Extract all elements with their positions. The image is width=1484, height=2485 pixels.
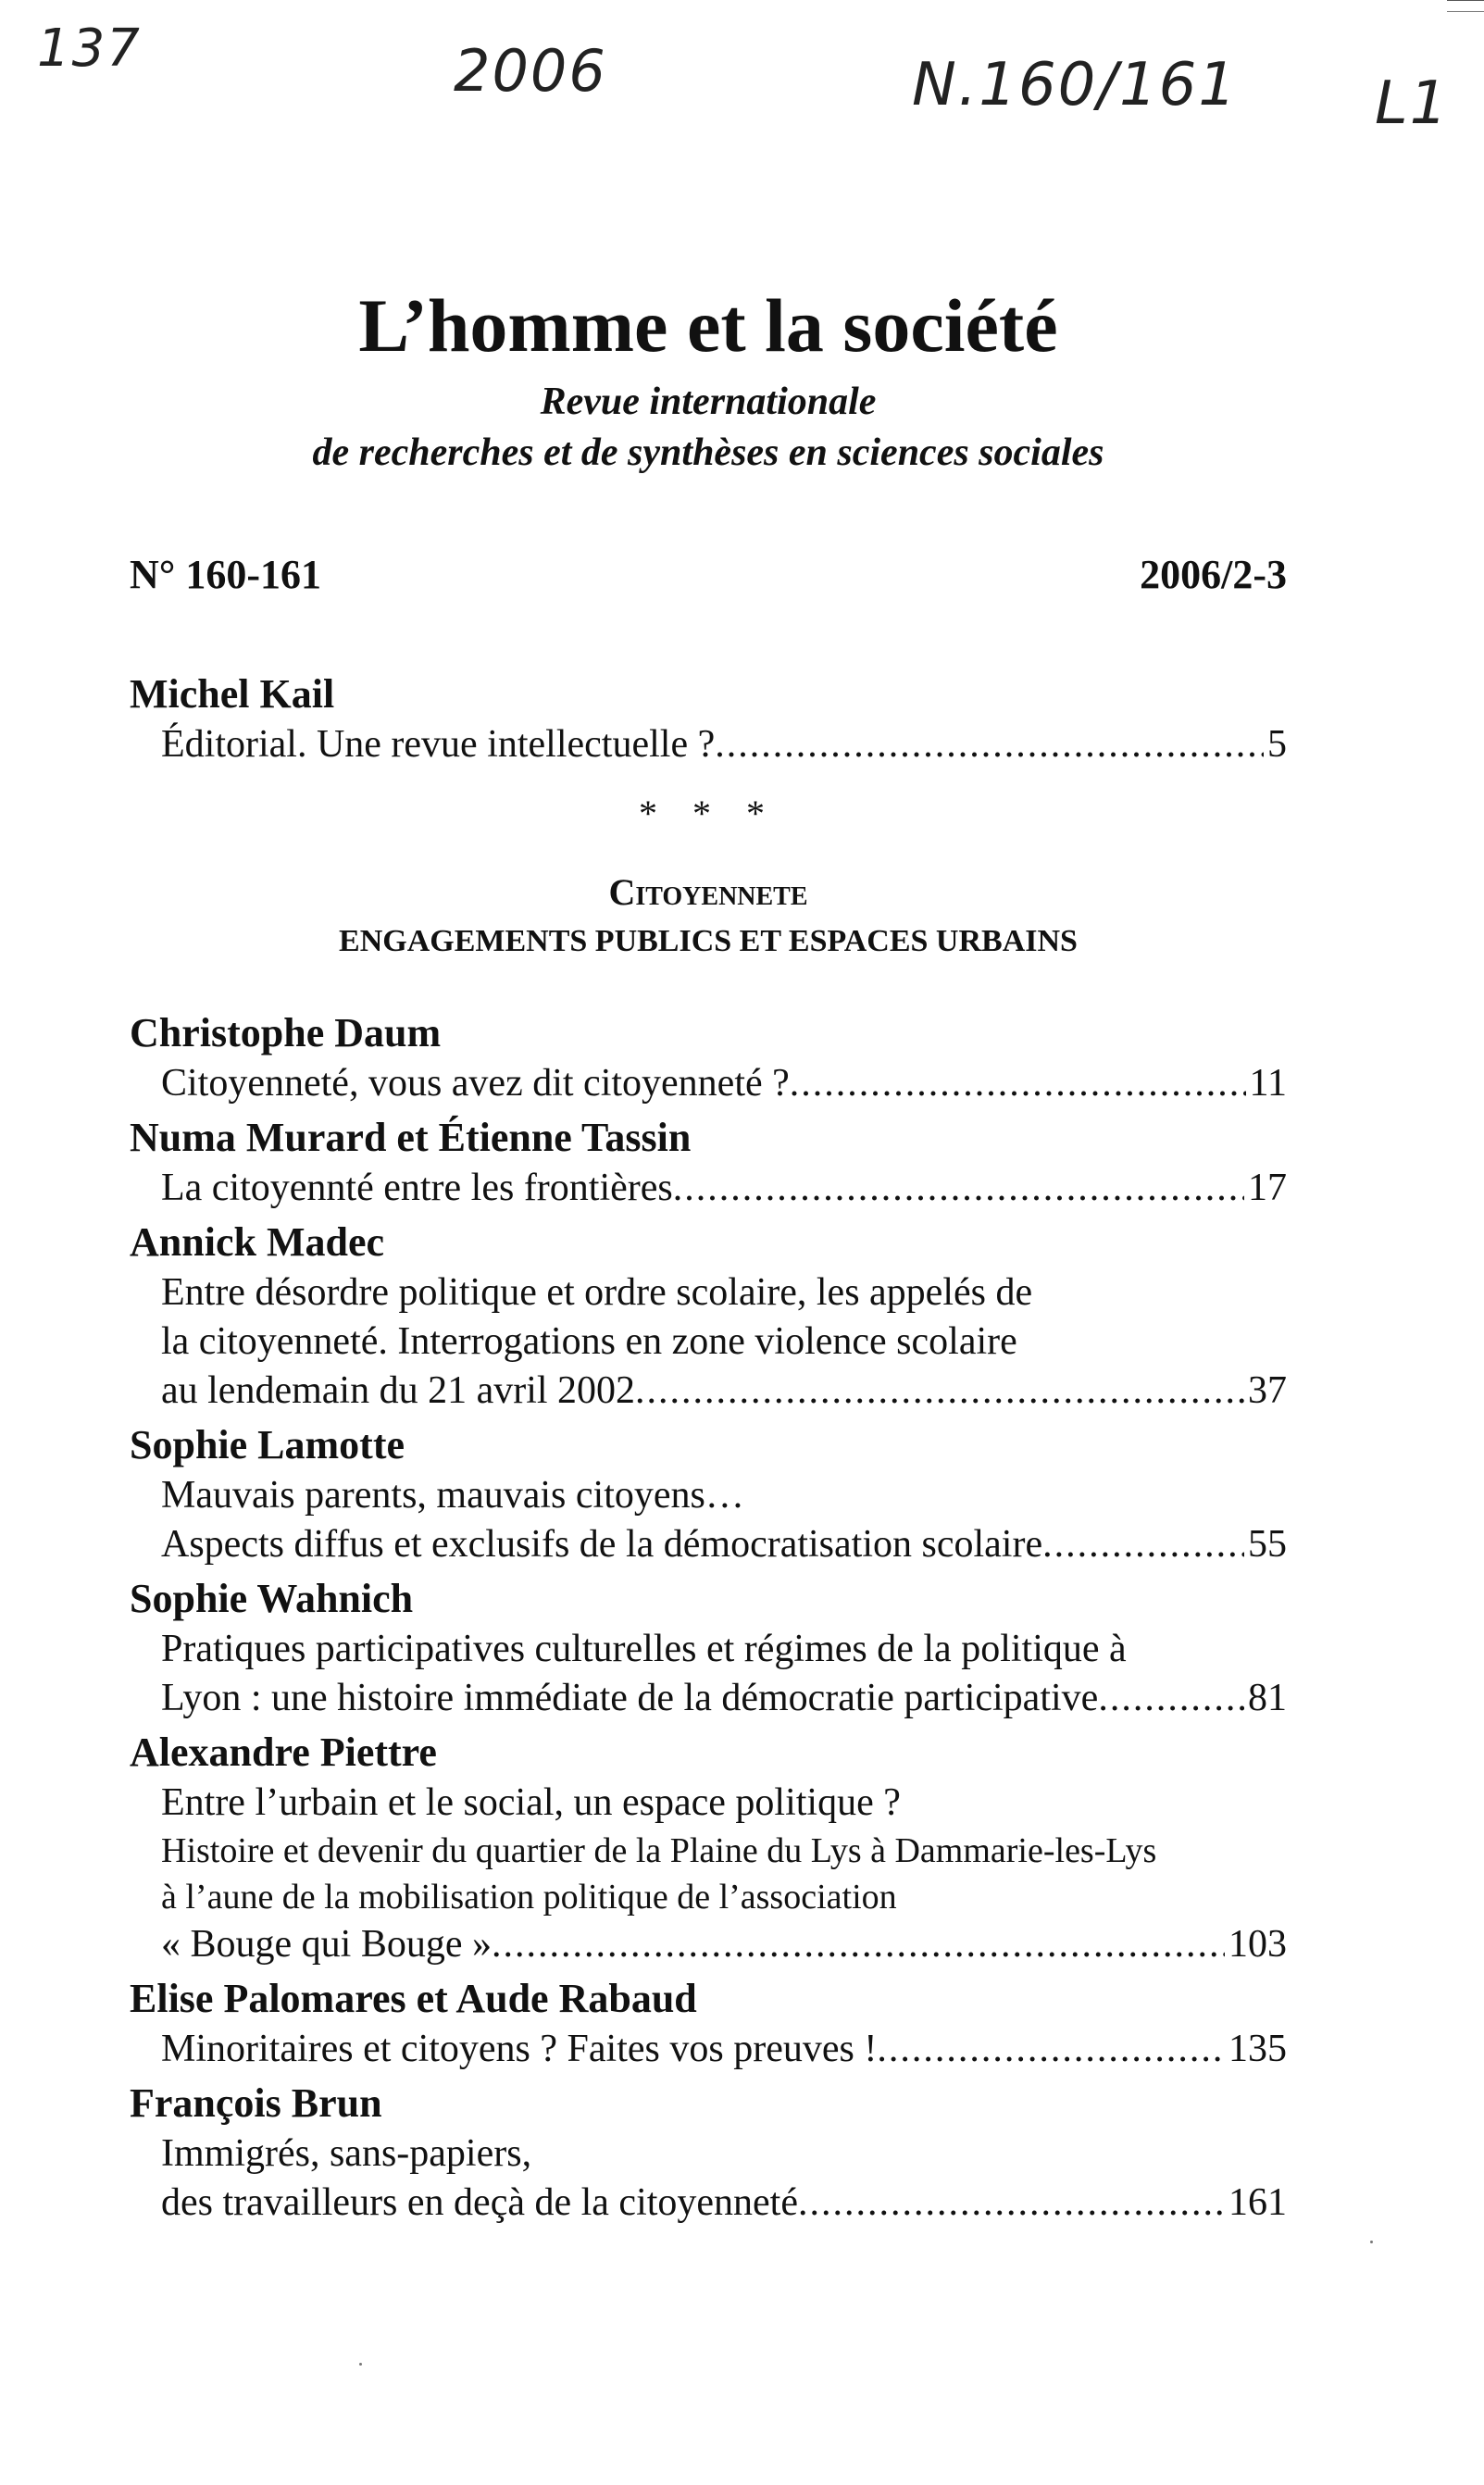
toc-entry [130, 1573, 1287, 1723]
scan-speck [1370, 2241, 1373, 2243]
issue-number: N° 160-161 [130, 552, 322, 597]
entry-author: Christophe Daum [130, 1010, 442, 1055]
leader-dots [715, 720, 1264, 769]
handwritten-year: 2006 [454, 37, 607, 105]
entry-title: Aspects diffus et exclusifs de la démocratisation scolaire [161, 1523, 1043, 1566]
handwritten-number: N.160/161 [912, 51, 1239, 119]
leader-dots [877, 2025, 1225, 2074]
entry-page: 11 [1249, 1062, 1287, 1105]
leader-dots [798, 2179, 1225, 2228]
leader-dots [1098, 1674, 1244, 1723]
toc-entry [130, 1007, 1287, 1108]
entry-title: Éditorial. Une revue intellectuelle ? [161, 723, 716, 766]
entry-page: 55 [1248, 1523, 1287, 1566]
entry-title-line [130, 720, 1287, 769]
entry-title-line [130, 1059, 1287, 1108]
entry-title-line: Pratiques participatives culturelles et régimes de la politique à [161, 1628, 1127, 1670]
entry-author: Sophie Wahnich [130, 1576, 414, 1621]
entry-page: 103 [1228, 1923, 1287, 1966]
entry-author: Elise Palomares et Aude Rabaud [130, 1976, 697, 2021]
entry-author: Annick Madec [130, 1219, 384, 1265]
scan-edge-line [1447, 11, 1484, 12]
entry-title-line [130, 2179, 1287, 2228]
entry-title-line: Immigrés, sans-papiers, [161, 2132, 532, 2175]
entry-title-line [130, 1164, 1287, 1213]
scan-speck [359, 2363, 362, 2366]
toc-entry [130, 1217, 1287, 1416]
table-of-contents [130, 1007, 1287, 2231]
entry-title-line: Mauvais parents, mauvais citoyens… [161, 1474, 744, 1517]
toc-entry [130, 1973, 1287, 2074]
entry-author: Sophie Lamotte [130, 1422, 405, 1467]
entry-title-line [130, 1520, 1287, 1569]
entry-author: Alexandre Piettre [130, 1730, 437, 1775]
scan-edge-line [1447, 0, 1484, 1]
entry-title-line: la citoyenneté. Interrogations en zone violence scolaire [161, 1320, 1017, 1363]
toc-entry [130, 1112, 1287, 1213]
entry-title: des travailleurs en deçà de la citoyenneté [161, 2181, 798, 2224]
leader-dots [673, 1164, 1244, 1213]
entry-page: 81 [1248, 1677, 1287, 1719]
entry-author: Michel Kail [130, 671, 335, 717]
entry-title-line [130, 2025, 1287, 2074]
leader-dots [635, 1367, 1244, 1416]
leader-dots [1042, 1520, 1244, 1569]
entry-title: Minoritaires et citoyens ? Faites vos preuves ! [161, 2028, 878, 2070]
entry-title-line: à l’aune de la mobilisation politique de l’association [161, 1878, 897, 1917]
entry-title: La citoyennté entre les frontières [161, 1167, 673, 1209]
entry-title-line: Entre désordre politique et ordre scolaire, les appelés de [161, 1271, 1033, 1314]
entry-title: au lendemain du 21 avril 2002 [161, 1369, 636, 1412]
entry-title: Citoyenneté, vous avez dit citoyenneté ? [161, 1062, 790, 1105]
entry-title-line [130, 1674, 1287, 1723]
section-subtitle: ENGAGEMENTS PUBLICS ET ESPACES URBAINS [339, 924, 1078, 958]
section-title: Citoyennete [608, 871, 808, 913]
issue-date: 2006/2-3 [1140, 552, 1287, 597]
handwritten-mark: L1 [1375, 69, 1450, 138]
entry-author: François Brun [130, 2080, 382, 2126]
separator-stars: * * * [639, 793, 778, 834]
entry-page: 37 [1248, 1369, 1287, 1412]
toc-entry [130, 1727, 1287, 1969]
handwritten-ref: 137 [37, 19, 142, 79]
entry-title-line: Histoire et devenir du quartier de la Plaine du Lys à Dammarie-les-Lys [161, 1831, 1157, 1870]
entry-title-line [130, 1367, 1287, 1416]
journal-subtitle-2: de recherches et de synthèses en sciences sociales [312, 431, 1104, 474]
journal-title: L’homme et la société [358, 283, 1058, 368]
toc-entry [130, 2078, 1287, 2228]
editorial-entry [130, 668, 1287, 769]
entry-page: 5 [1267, 723, 1287, 766]
toc-entry [130, 1419, 1287, 1569]
entry-page: 135 [1228, 2028, 1287, 2070]
entry-page: 17 [1248, 1167, 1287, 1209]
entry-title-line: Entre l’urbain et le social, un espace politique ? [161, 1781, 901, 1824]
entry-author: Numa Murard et Étienne Tassin [130, 1115, 692, 1160]
entry-page: 161 [1228, 2181, 1287, 2224]
entry-title: « Bouge qui Bouge » [161, 1923, 492, 1966]
leader-dots [492, 1920, 1225, 1969]
entry-title-line [130, 1920, 1287, 1969]
entry-title: Lyon : une histoire immédiate de la démocratie participative [161, 1677, 1099, 1719]
journal-subtitle-1: Revue internationale [540, 381, 877, 423]
leader-dots [790, 1059, 1246, 1108]
